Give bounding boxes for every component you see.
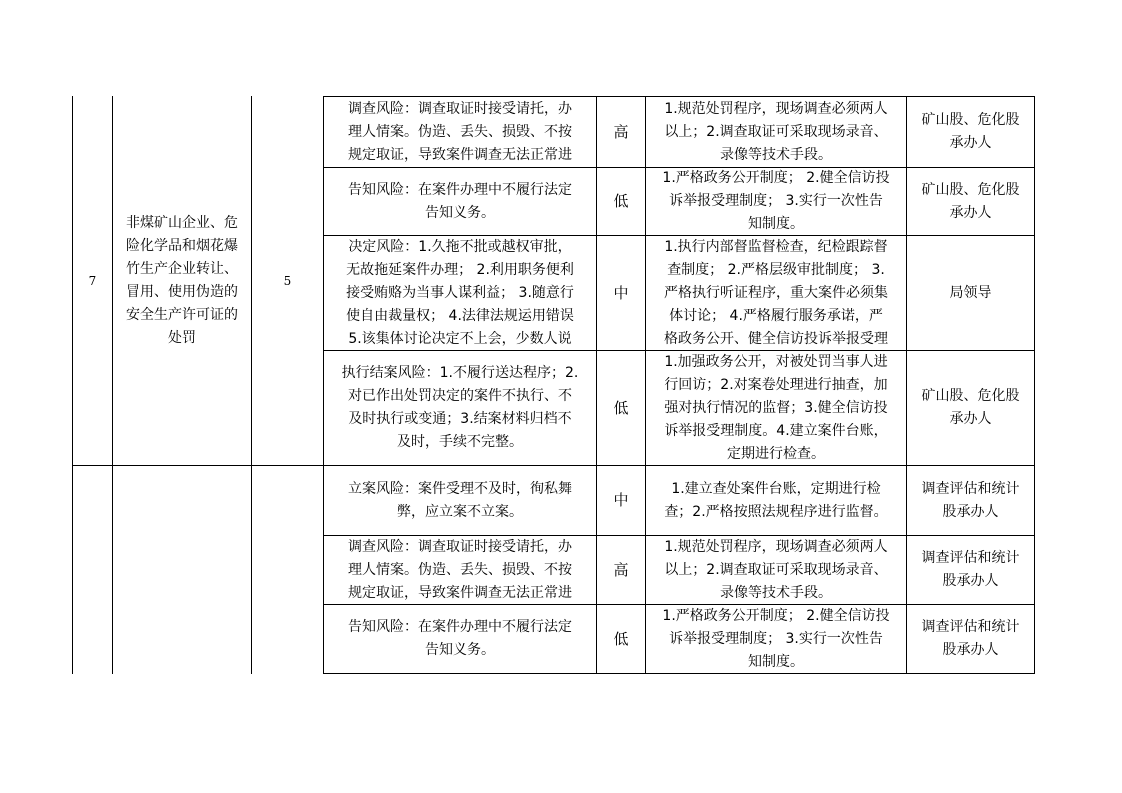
- prevention-measures: 1.规范处罚程序，现场调查必须两人 以上；2.调查取证可采取现场录音、 录像等技术手段。: [664, 100, 888, 163]
- responsible-party: 矿山股、危化股 承办人: [921, 181, 1020, 221]
- item-code: 5: [283, 273, 292, 288]
- responsible-party: 调查评估和统计 股承办人: [921, 480, 1020, 520]
- risk-level: 高: [613, 560, 629, 579]
- risk-description: 执行结案风险：1.不履行送达程序；2. 对已作出处罚决定的案件不执行、不 及时执行或变通；3.结案材料归档不 及时，手续不完整。: [341, 365, 579, 450]
- prevention-measures: 1.规范处罚程序，现场调查必须两人 以上；2.调查取证可采取现场录音、 录像等技术手段。: [664, 538, 888, 601]
- risk-level: 高: [613, 122, 629, 141]
- responsible-party: 矿山股、危化股 承办人: [921, 112, 1020, 151]
- table-border: [1034, 96, 1035, 674]
- prevention-measures: 1.严格政务公开制度； 2.健全信访投 诉举报受理制度； 3.实行一次性告 知制度。: [662, 607, 890, 670]
- risk-level: 低: [613, 629, 629, 648]
- risk-description: 调查风险：调查取证时接受请托，办 理人情案。伪造、丢失、损毁、不按 规定取证，导致案件调查无法正常进: [348, 100, 572, 163]
- responsible-party: 局领导: [949, 284, 992, 301]
- prevention-measures: 1.建立查处案件台账，定期进行检 查；2.严格按照法规程序进行监督。: [664, 480, 888, 520]
- risk-level: 中: [613, 491, 629, 509]
- row-index: 7: [88, 273, 97, 288]
- responsible-party: 调查评估和统计 股承办人: [921, 550, 1020, 589]
- risk-description: 告知风险：在案件办理中不履行法定 告知义务。: [348, 619, 572, 658]
- risk-description: 告知风险：在案件办理中不履行法定 告知义务。: [348, 181, 572, 221]
- prevention-measures: 1.加强政务公开，对被处罚当事人进 行回访；2.对案卷处理进行抽查，加 强对执行情况的监督；3.健全信访投 诉举报受理制度。4.建立案件台账， 定期进行检查。: [664, 353, 888, 462]
- prevention-measures: 1.严格政务公开制度； 2.健全信访投 诉举报受理制度； 3.实行一次性告 知制度。: [662, 170, 890, 232]
- risk-description: 决定风险：1.久拖不批或越权审批， 无故拖延案件办理； 2.利用职务便利 接受贿赂为当事人谋利益； 3.随意行 使自由裁量权； 4.法律法规运用错误 5.该集体讨论决定不上会，少数人说: [346, 238, 574, 347]
- table-border: [323, 673, 1035, 674]
- responsible-party: 调查评估和统计 股承办人: [921, 619, 1020, 658]
- risk-level: 低: [613, 398, 629, 417]
- responsible-party: 矿山股、危化股 承办人: [921, 388, 1020, 427]
- risk-description: 立案风险：案件受理不及时，徇私舞 弊，应立案不立案。: [348, 480, 572, 520]
- risk-level: 低: [613, 192, 629, 210]
- item-name: 非煤矿山企业、危 险化学品和烟花爆 竹生产企业转让、 冒用、使用伪造的 安全生产许可证的 处罚: [126, 215, 238, 346]
- prevention-measures: 1.执行内部督监督检查，纪检跟踪督 查制度； 2.严格层级审批制度； 3. 严格执行听证程序，重大案件必须集 体讨论； 4.严格履行服务承诺，严 格政务公开、健全信访投诉举报受理: [664, 238, 888, 347]
- risk-level: 中: [613, 283, 629, 302]
- risk-description: 调查风险：调查取证时接受请托，办 理人情案。伪造、丢失、损毁、不按 规定取证，导致案件调查无法正常进: [348, 538, 572, 601]
